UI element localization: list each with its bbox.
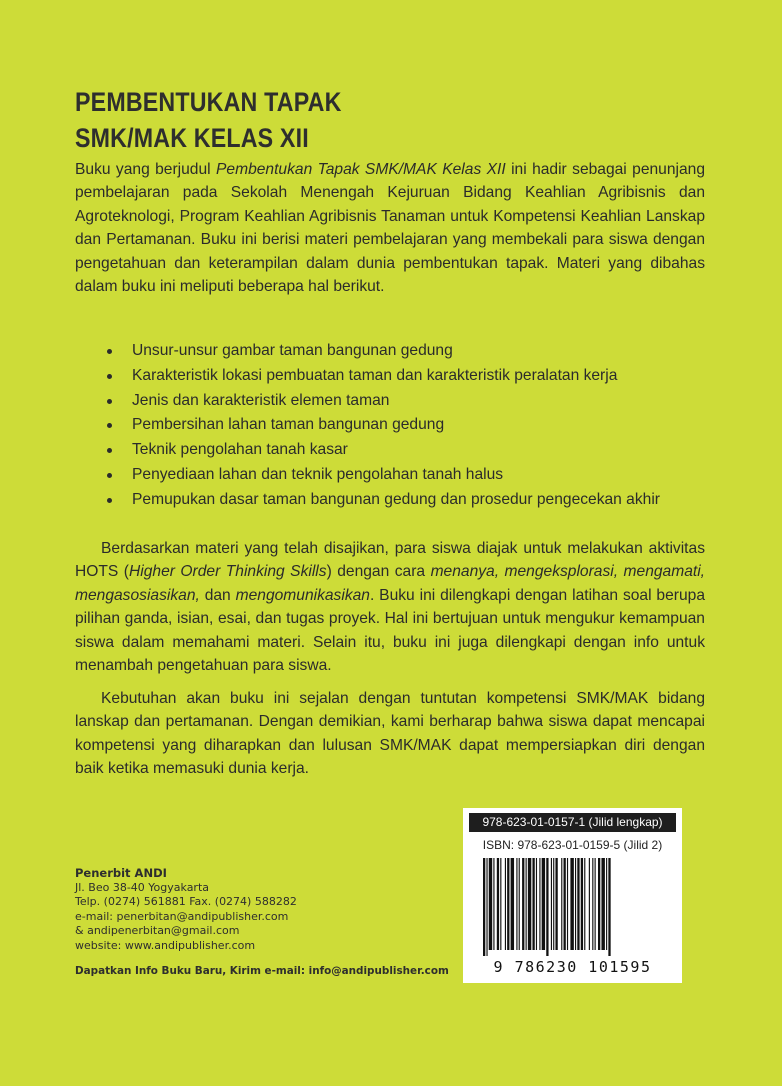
- footer-info: Dapatkan Info Buku Baru, Kirim e-mail: info@andipublisher.com: [75, 965, 449, 977]
- intro-text-start: Buku yang berjudul: [75, 161, 217, 178]
- para-text: dan: [199, 586, 236, 604]
- topic-item: Penyediaan lahan dan teknik pengolahan tanah halus: [106, 463, 660, 488]
- para-text: . Buku ini dilengkapi dengan latihan soal berupa pilihan ganda, isian, esai, dan tugas proyek. Hal ini bertujuan untuk mengukur kemampuan siswa dalam memahami materi. Selain itu, buku ini juga dilengkapi dengan info untuk menambah pengetahuan para siswa.: [75, 586, 705, 675]
- intro-book-title: Pembentukan Tapak SMK/MAK Kelas XII: [216, 161, 506, 178]
- book-title: [75, 84, 342, 156]
- barcode-digits: 9 786230 101595: [493, 958, 652, 976]
- para-italic: menanya, mengeksplorasi, mengamati, mengasosiasikan,: [75, 563, 706, 604]
- para-text: ) dengan cara: [326, 563, 431, 581]
- publisher-name: Penerbit ANDI: [75, 866, 167, 880]
- publisher-website: website: www.andipublisher.com: [75, 938, 256, 952]
- closing-paragraph: Kebutuhan akan buku ini sejalan dengan tuntutan kompetensi SMK/MAK bidang lanskap dan pertamanan. Dengan demikian, kami berharap bahwa siswa dapat mencapai kompetensi yang diharapkan dan lulusan SMK/MAK dapat mempersiapkan diri dengan baik ketika memasuki dunia kerja.: [75, 690, 705, 778]
- publisher-email-2: & andipenerbitan@gmail.com: [75, 924, 240, 938]
- title-line-2: SMK/MAK KELAS XII: [75, 123, 309, 153]
- topic-list: [106, 339, 660, 513]
- isbn-box: [463, 808, 682, 983]
- intro-text-end: ini hadir sebagai penunjang pembelajaran pada Sekolah Menengah Kejuruan Bidang Keahlian Agribisnis dan Agroteknologi, Program Keahlian Agribisnis Tanaman untuk Kompetensi Keahlian Lanskap dan Pertamanan. Buku ini berisi materi pembelajaran yang membekali para siswa dengan pengetahuan dan keterampilan dalam dunia pembentukan tapak. Materi yang dibahas dalam buku ini meliputi beberapa hal berikut.: [75, 161, 705, 296]
- para-italic: Higher Order Thinking Skills: [129, 563, 327, 581]
- isbn-full-set: 978-623-01-0157-1 (Jilid lengkap): [469, 813, 676, 832]
- isbn-volume: ISBN: 978-623-01-0159-5 (Jilid 2): [482, 838, 663, 852]
- topic-item: Unsur-unsur gambar taman bangunan gedung: [106, 339, 660, 364]
- topic-item: Pembersihan lahan taman bangunan gedung: [106, 413, 660, 438]
- para-text: Berdasarkan materi yang telah disajikan, para siswa diajak untuk melakukan aktivitas HOTS (: [75, 540, 705, 581]
- publisher-address: Jl. Beo 38-40 Yogyakarta: [75, 880, 210, 894]
- topic-item: Karakteristik lokasi pembuatan taman dan karakteristik peralatan kerja: [106, 364, 660, 389]
- hots-paragraph: [75, 537, 705, 677]
- publisher-email: e-mail: penerbitan@andipublisher.com: [75, 909, 289, 923]
- publisher-info: [75, 866, 297, 954]
- title-line-1: PEMBENTUKAN TAPAK: [75, 87, 342, 117]
- topic-item: Pemupukan dasar taman bangunan gedung dan prosedur pengecekan akhir: [106, 488, 660, 513]
- barcode-icon: [483, 858, 662, 956]
- publisher-phone: Telp. (0274) 561881 Fax. (0274) 588282: [75, 895, 297, 909]
- para-italic: mengomunikasikan: [235, 586, 370, 604]
- intro-paragraph: [75, 158, 705, 298]
- topic-item: Teknik pengolahan tanah kasar: [106, 438, 660, 463]
- topic-item: Jenis dan karakteristik elemen taman: [106, 389, 660, 414]
